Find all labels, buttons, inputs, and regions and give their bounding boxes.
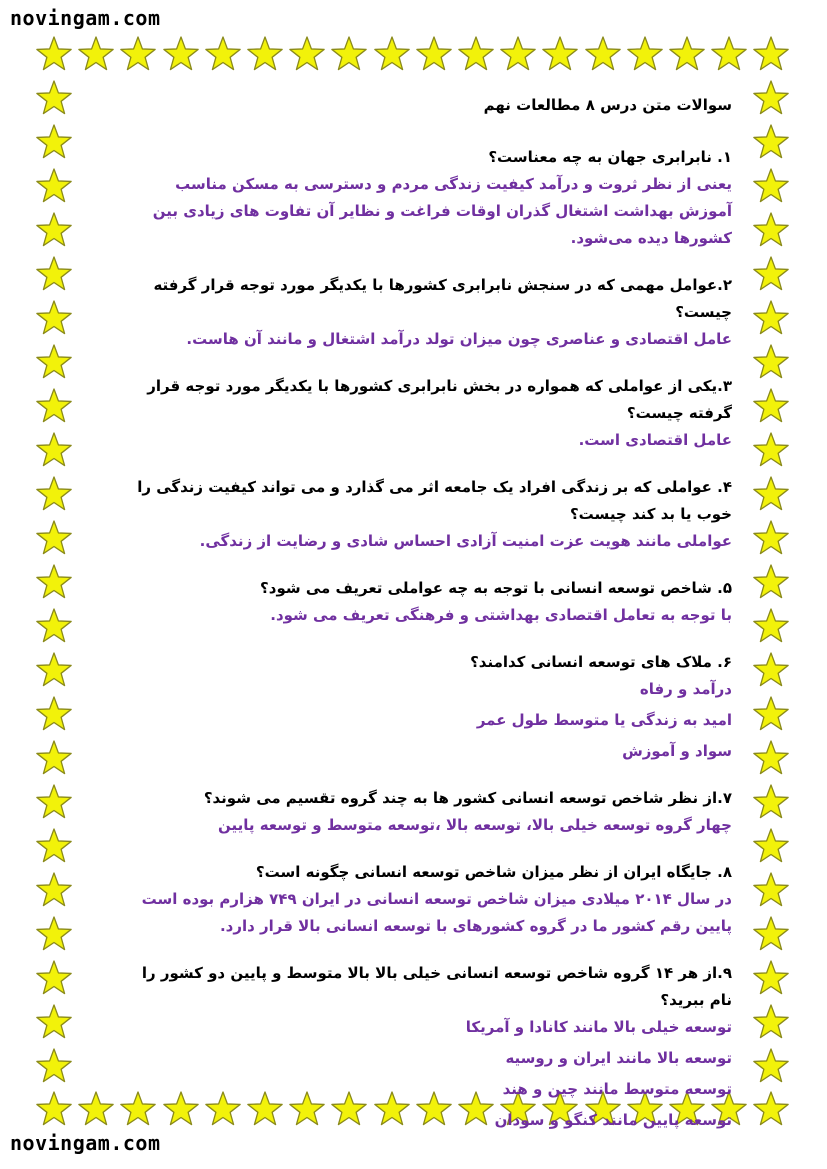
star-icon [752,35,790,73]
answer-6-line-1: درآمد و رفاه [639,680,732,698]
star-icon [752,519,790,557]
answer-1: یعنی از نظر ثروت و درآمد کیفیت زندگی مردم و دسترسی به مسکن مناسب آموزش بهداشت اشتغال گذران اوقات فراغت و نظایر آن تفاوت های زیادی بین کشورها دیده می‌شود. [152,175,732,247]
star-icon [752,1090,790,1128]
star-icon [752,123,790,161]
star-icon [35,739,73,777]
document-body [120,96,732,1154]
star-icon [35,871,73,909]
star-icon [752,563,790,601]
qa-item-6 [120,649,732,765]
question-5: ۵. شاخص توسعه انسانی با توجه به چه عواملی تعریف می شود؟ [260,579,732,597]
answer-9-line-3: توسعه متوسط مانند چین و هند [502,1080,732,1098]
answer-2: عامل اقتصادی و عناصری چون میزان تولد درآمد اشتغال و مانند آن هاست. [186,330,732,348]
star-icon [162,35,200,73]
star-icon [626,35,664,73]
site-watermark-top: novingam.com [10,6,161,30]
star-icon [752,1003,790,1041]
qa-item-7 [120,785,732,839]
star-icon [35,1047,73,1085]
star-icon [204,35,242,73]
question-7: ۷.از نظر شاخص توسعه انسانی کشور ها به چند گروه تقسیم می شوند؟ [203,789,732,807]
star-icon [35,1090,73,1128]
star-icon [35,79,73,117]
answer-6-line-2: امید به زندگی یا متوسط طول عمر [476,711,732,729]
star-icon [499,35,537,73]
star-icon [288,35,326,73]
star-icon [752,739,790,777]
star-icon [35,299,73,337]
star-icon [752,475,790,513]
star-icon [35,387,73,425]
star-icon [752,299,790,337]
star-icon [35,475,73,513]
question-3: ۳.یکی از عواملی که همواره در بخش نابرابری کشورها با یکدیگر مورد توجه قرار گرفته چیست؟ [147,377,732,422]
star-icon [752,915,790,953]
answer-4: عواملی مانند هویت عزت امنیت آزادی احساس شادی و رضایت از زندگی. [199,532,732,550]
qa-item-5 [120,575,732,629]
star-icon [35,35,73,73]
star-icon [119,35,157,73]
star-icon [752,871,790,909]
star-icon [35,167,73,205]
star-icon [752,827,790,865]
star-icon [752,343,790,381]
question-8: ۸. جایگاه ایران از نظر میزان شاخص توسعه انسانی چگونه است؟ [255,863,732,881]
star-icon [77,1090,115,1128]
answer-9-line-2: توسعه بالا مانند ایران و روسیه [505,1049,732,1067]
star-icon [710,35,748,73]
qa-item-3 [120,373,732,454]
star-icon [457,35,495,73]
star-icon [373,35,411,73]
question-9: ۹.از هر ۱۴ گروه شاخص توسعه انسانی خیلی بالا بالا متوسط و پایین دو کشور را نام ببرید؟ [141,964,732,1009]
site-watermark-bottom: novingam.com [10,1131,161,1155]
qa-item-8 [120,859,732,940]
star-icon [35,255,73,293]
star-icon [35,827,73,865]
star-icon [752,959,790,997]
star-icon [35,959,73,997]
star-icon [752,387,790,425]
qa-item-1 [120,144,732,252]
star-icon [752,651,790,689]
star-icon [668,35,706,73]
question-2: ۲.عوامل مهمی که در سنجش نابرابری کشورها با یکدیگر مورد توجه قرار گرفته چیست؟ [153,276,732,321]
star-icon [330,35,368,73]
answer-9-line-1: توسعه خیلی بالا مانند کانادا و آمریکا [465,1018,732,1036]
document-title: سوالات متن درس ۸ مطالعات نهم [483,96,732,114]
star-icon [541,35,579,73]
star-icon [752,167,790,205]
star-icon [752,211,790,249]
qa-item-9 [120,960,732,1134]
answer-5: با توجه به تعامل اقتصادی بهداشتی و فرهنگی تعریف می شود. [270,606,732,624]
star-icon [77,35,115,73]
star-icon [35,563,73,601]
star-icon [752,79,790,117]
qa-item-4 [120,474,732,555]
answer-8: در سال ۲۰۱۴ میلادی میزان شاخص توسعه انسانی در ایران ۷۴۹ هزارم بوده است پایین رقم کشور ما در گروه کشورهای با توسعه انسانی بالا قرار دارد. [141,890,732,935]
star-icon [415,35,453,73]
star-icon [35,607,73,645]
question-1: ۱. نابرابری جهان به چه معناست؟ [488,148,732,166]
star-icon [584,35,622,73]
star-icon [752,607,790,645]
answer-9-line-4: توسعه پایین مانند کنگو و سودان [494,1111,732,1129]
qa-item-2 [120,272,732,353]
answer-3: عامل اقتصادی است. [578,431,732,449]
star-icon [35,1003,73,1041]
star-icon [752,431,790,469]
star-icon [35,343,73,381]
star-icon [752,695,790,733]
star-icon [35,915,73,953]
star-icon [752,255,790,293]
star-icon [35,431,73,469]
answer-6-line-3: سواد و آموزش [622,742,732,760]
star-icon [35,519,73,557]
star-icon [752,1047,790,1085]
star-icon [35,783,73,821]
star-icon [35,695,73,733]
star-icon [35,651,73,689]
star-icon [752,783,790,821]
answer-7: چهار گروه توسعه خیلی بالا، توسعه بالا ،توسعه متوسط و توسعه پایین [217,816,732,834]
star-icon [35,211,73,249]
question-4: ۴. عواملی که بر زندگی افراد یک جامعه اثر می گذارد و می تواند کیفیت زندگی را خوب یا بد کند چیست؟ [137,478,732,523]
star-icon [246,35,284,73]
star-icon [35,123,73,161]
question-6: ۶. ملاک های توسعه انسانی کدامند؟ [470,653,732,671]
